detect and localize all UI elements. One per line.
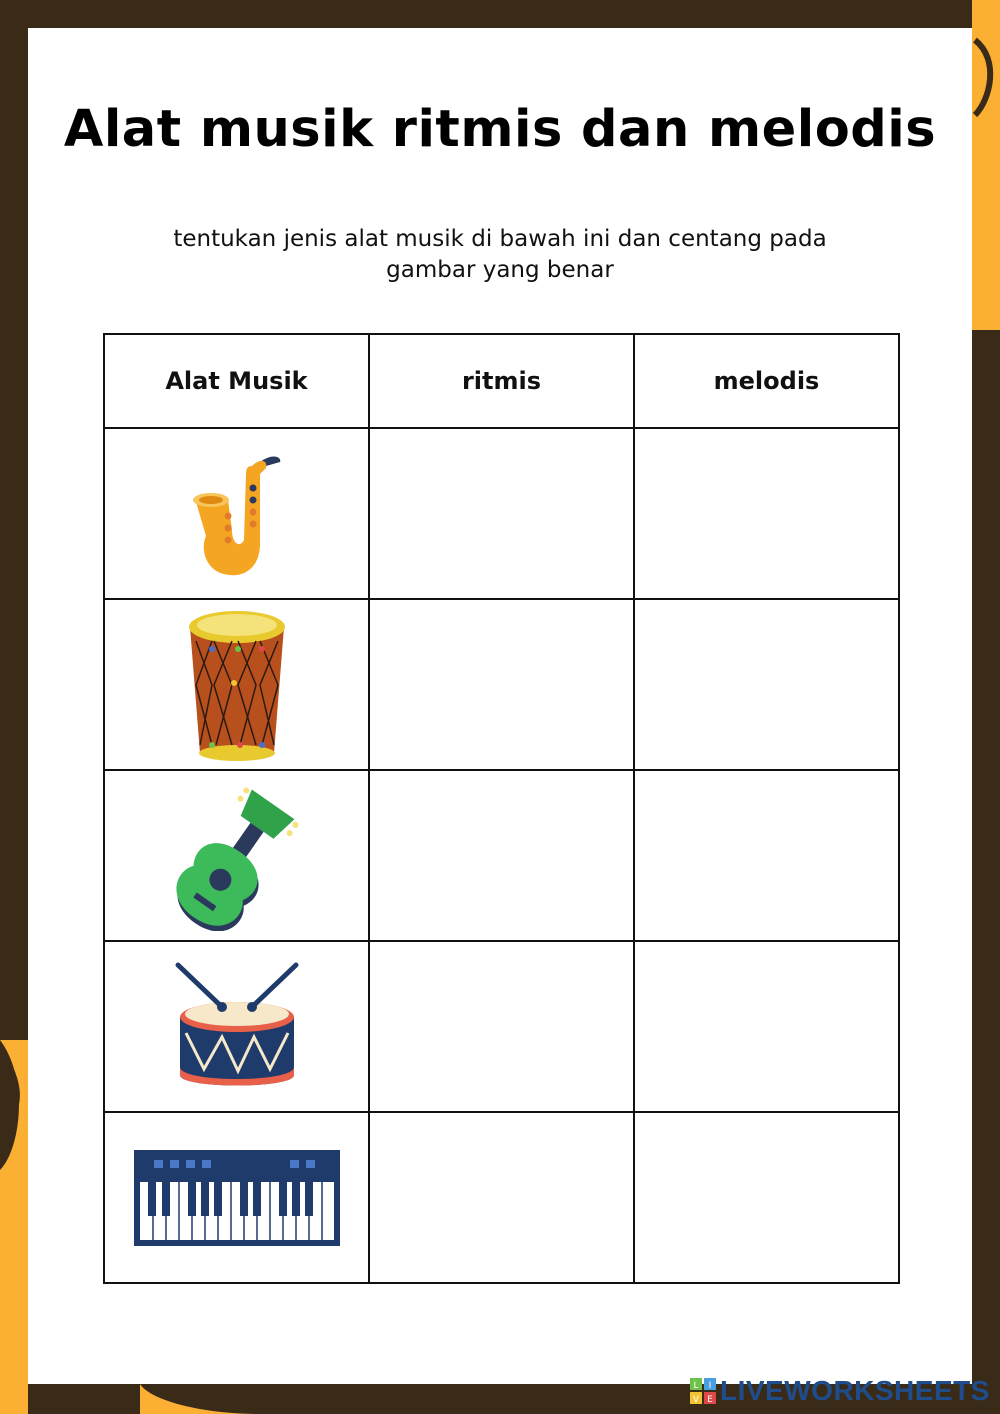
table-row	[104, 1112, 899, 1283]
svg-text:E: E	[707, 1395, 713, 1404]
ritmis-check-target[interactable]	[370, 429, 633, 598]
instrument-cell	[104, 428, 369, 599]
bottom-orange-blob	[140, 1384, 260, 1414]
melodis-check-target[interactable]	[635, 600, 898, 769]
answer-table	[103, 333, 900, 1284]
ritmis-answer-cell[interactable]	[369, 1112, 634, 1283]
header-ritmis: ritmis	[369, 334, 634, 428]
table-row	[104, 770, 899, 941]
melodis-answer-cell[interactable]	[634, 770, 899, 941]
table-header-row	[104, 334, 899, 428]
ritmis-check-target[interactable]	[370, 1113, 633, 1282]
melodis-answer-cell[interactable]	[634, 428, 899, 599]
instrument-cell	[104, 599, 369, 770]
saxophone-icon	[182, 444, 292, 584]
svg-text:I: I	[708, 1381, 712, 1391]
worksheet-sheet	[28, 28, 972, 1384]
melodis-check-target[interactable]	[635, 1113, 898, 1282]
melodis-check-target[interactable]	[635, 771, 898, 940]
instrument-cell	[104, 770, 369, 941]
svg-text:L: L	[693, 1381, 699, 1391]
keyboard-icon	[134, 1150, 340, 1246]
melodis-answer-cell[interactable]	[634, 941, 899, 1112]
ritmis-answer-cell[interactable]	[369, 428, 634, 599]
table-row	[104, 599, 899, 770]
melodis-check-target[interactable]	[635, 942, 898, 1111]
snare-drum-icon	[172, 957, 302, 1097]
table-row	[104, 428, 899, 599]
guitar-icon	[147, 781, 327, 931]
ritmis-check-target[interactable]	[370, 600, 633, 769]
ritmis-answer-cell[interactable]	[369, 599, 634, 770]
ritmis-answer-cell[interactable]	[369, 941, 634, 1112]
melodis-answer-cell[interactable]	[634, 1112, 899, 1283]
liveworksheets-logo	[690, 1374, 990, 1408]
kendang-drum-icon	[182, 605, 292, 765]
header-melodis: melodis	[634, 334, 899, 428]
liveworksheets-logo-icon	[690, 1378, 716, 1404]
table-row	[104, 941, 899, 1112]
ritmis-check-target[interactable]	[370, 771, 633, 940]
header-alat-musik: Alat Musik	[104, 334, 369, 428]
instruction-text: tentukan jenis alat musik di bawah ini dan centang pada gambar yang benar	[173, 226, 827, 283]
melodis-check-target[interactable]	[635, 429, 898, 598]
svg-text:V: V	[692, 1395, 700, 1404]
ritmis-answer-cell[interactable]	[369, 770, 634, 941]
page-title: Alat musik ritmis dan melodis	[63, 100, 937, 159]
instrument-cell	[104, 941, 369, 1112]
instrument-cell	[104, 1112, 369, 1283]
ritmis-check-target[interactable]	[370, 942, 633, 1111]
liveworksheets-brand-text: LIVEWORKSHEETS	[720, 1375, 990, 1406]
melodis-answer-cell[interactable]	[634, 599, 899, 770]
